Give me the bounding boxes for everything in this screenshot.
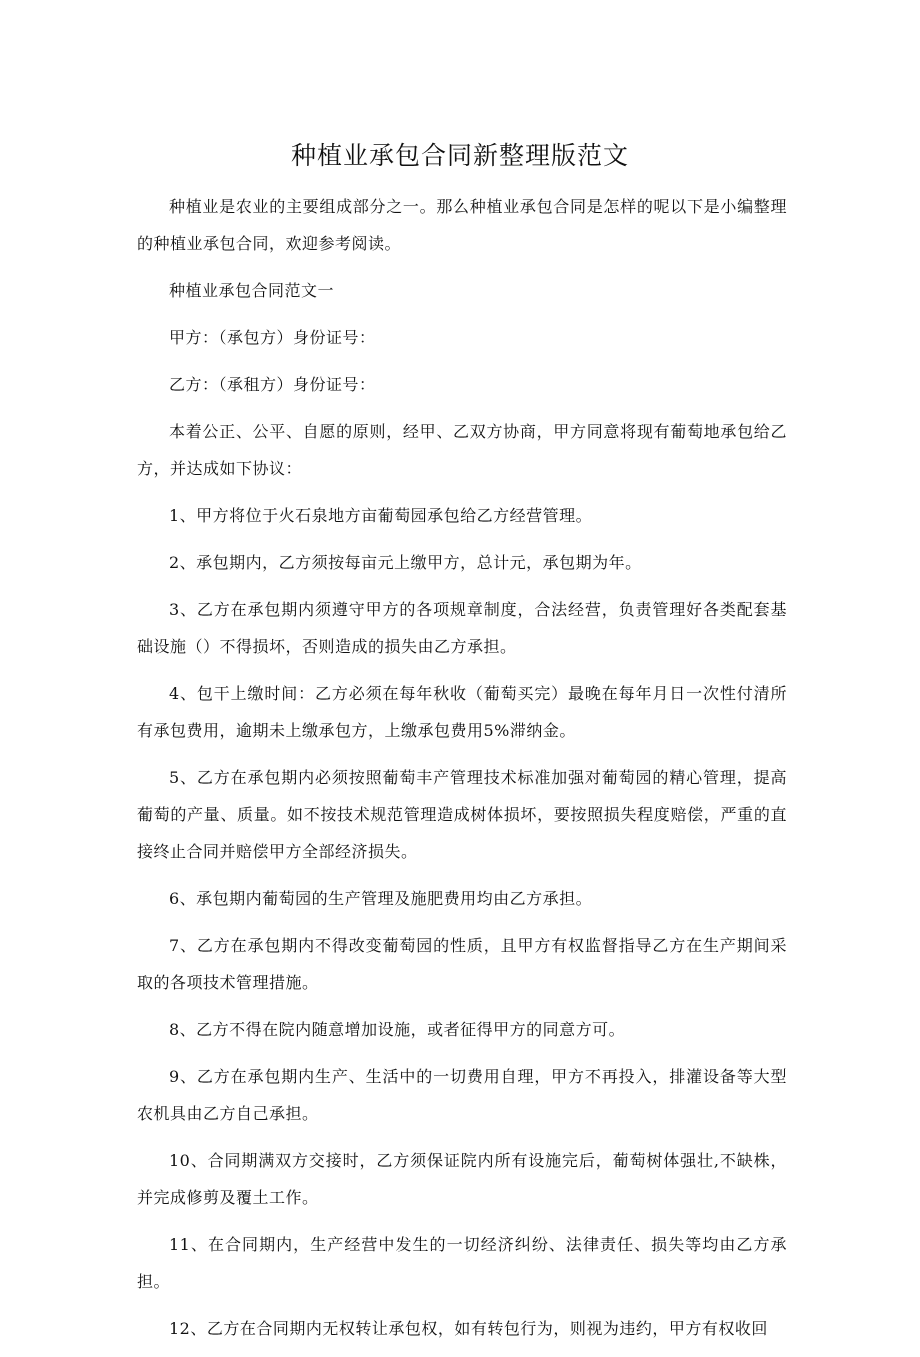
paragraph-intro: 种植业是农业的主要组成部分之一。那么种植业承包合同是怎样的呢以下是小编整理的种植业承包合同，欢迎参考阅读。 xyxy=(137,197,787,253)
paragraph-preamble: 本着公正、公平、自愿的原则，经甲、乙双方协商，甲方同意将现有葡萄地承包给乙方，并达成如下协议： xyxy=(137,422,787,478)
clause-7: 7、乙方在承包期内不得改变葡萄园的性质，且甲方有权监督指导乙方在生产期间采取的各项技术管理措施。 xyxy=(137,936,787,992)
document-body xyxy=(137,188,787,1357)
clause-4: 4、包干上缴时间：乙方必须在每年秋收（葡萄买完）最晚在每年月日一次性付清所有承包费用，逾期未上缴承包方，上缴承包费用5%滞纳金。 xyxy=(137,684,787,740)
clause-12: 12、乙方在合同期内无权转让承包权，如有转包行为，则视为违约，甲方有权收回 xyxy=(169,1319,768,1338)
clause-3: 3、乙方在承包期内须遵守甲方的各项规章制度，合法经营，负责管理好各类配套基础设施（）不得损坏，否则造成的损失由乙方承担。 xyxy=(137,600,787,656)
clause-9: 9、乙方在承包期内生产、生活中的一切费用自理，甲方不再投入，排灌设备等大型农机具由乙方自己承担。 xyxy=(137,1067,787,1123)
clause-1: 1、甲方将位于火石泉地方亩葡萄园承包给乙方经营管理。 xyxy=(169,506,593,525)
clause-11: 11、在合同期内，生产经营中发生的一切经济纠纷、法律责任、损失等均由乙方承担。 xyxy=(137,1235,787,1291)
clause-6: 6、承包期内葡萄园的生产管理及施肥费用均由乙方承担。 xyxy=(169,889,593,908)
paragraph-party-b: 乙方：（承租方）身份证号： xyxy=(169,375,376,394)
clause-2: 2、承包期内，乙方须按每亩元上缴甲方，总计元，承包期为年。 xyxy=(169,553,642,572)
paragraph-party-a: 甲方：（承包方）身份证号： xyxy=(169,328,376,347)
clause-5: 5、乙方在承包期内必须按照葡萄丰产管理技术标准加强对葡萄园的精心管理，提高葡萄的产量、质量。如不按技术规范管理造成树体损坏，要按照损失程度赔偿，严重的直接终止合同并赔偿甲方全部经济损失。 xyxy=(137,768,787,861)
document-title: 种植业承包合同新整理版范文 xyxy=(290,141,629,170)
paragraph-section-heading: 种植业承包合同范文一 xyxy=(169,281,335,300)
clause-10: 10、合同期满双方交接时，乙方须保证院内所有设施完后，葡萄树体强壮,不缺株，并完成修剪及覆土工作。 xyxy=(137,1151,787,1207)
clause-8: 8、乙方不得在院内随意增加设施，或者征得甲方的同意方可。 xyxy=(169,1020,626,1039)
